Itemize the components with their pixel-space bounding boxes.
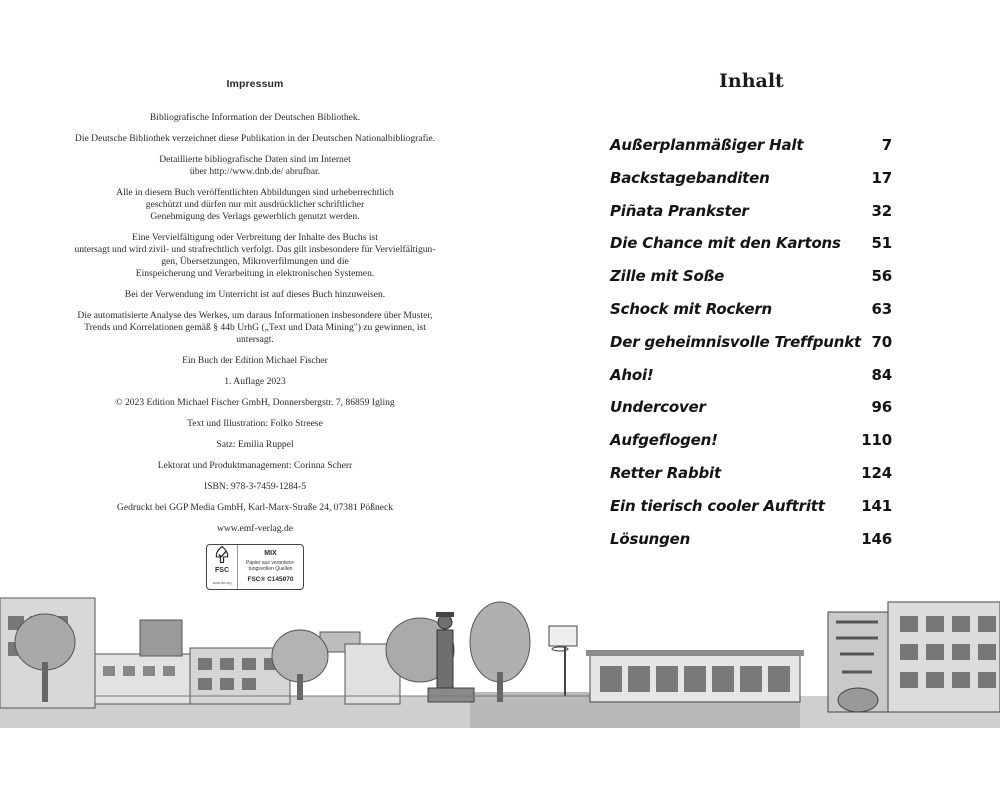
- toc-title: Inhalt: [719, 70, 784, 92]
- imprint-paragraph: Bei der Verwendung im Unterricht ist auf dieses Buch hinzuweisen.: [124, 289, 386, 300]
- imprint-paragraph: Die automatisierte Analyse des Werkes, um daraus Informationen insbesondere über Muster, Trends und Korrelationen gemäß § 44b UrhG („Text und Data Mining") zu gewinnen, ist untersagt.: [77, 310, 433, 345]
- toc-entry-title: Aufgeflogen!: [610, 431, 718, 450]
- toc-entry-page: 56: [871, 267, 892, 286]
- toc-entry-title: Außerplanmäßiger Halt: [610, 136, 804, 154]
- toc-entry-title: Zille mit Soße: [610, 267, 725, 286]
- fsc-mix: MIX: [264, 550, 277, 557]
- toc-entry-page: 110: [861, 431, 892, 450]
- imprint-paragraph: © 2023 Edition Michael Fischer GmbH, Donnersbergstr. 7, 86859 Igling: [115, 397, 395, 408]
- toc-entry-page: 124: [861, 463, 892, 482]
- toc-entry-title: Piñata Prankster: [610, 201, 749, 220]
- toc-entry-page: 96: [871, 398, 892, 417]
- table-of-contents: [610, 136, 892, 562]
- imprint-paragraph: Ein Buch der Edition Michael Fischer: [182, 355, 328, 366]
- toc-entry-page: 84: [871, 365, 892, 384]
- toc-entry: [610, 398, 892, 431]
- imprint-paragraph: Die Deutsche Bibliothek verzeichnet diese Publikation in der Deutschen Nationalbibliografie.: [74, 133, 436, 144]
- fsc-code: FSC® C145070: [247, 576, 294, 583]
- toc-entry-title: Schock mit Rockern: [610, 299, 773, 318]
- fsc-tree-check-icon: [211, 545, 233, 564]
- imprint-paragraph: Alle in diesem Buch veröffentlichten Abbildungen sind urheberrechtlich geschützt und dürfen nur mit ausdrücklicher schriftlicher Genehmigung des Verlags gewerblich genutzt werden.: [116, 187, 394, 222]
- toc-entry: [610, 366, 892, 399]
- toc-entry: [610, 136, 892, 169]
- imprint-paragraph: Eine Vervielfältigung oder Verbreitung der Inhalte des Buchs ist untersagt und wird zivil- und strafrechtlich verfolgt. Das gilt insbesondere für Vervielfältigun- gen, Übersetzungen, Mikroverfilmungen und die Einspeicherung und Verarbeitung in elektronischen Systemen.: [74, 232, 436, 279]
- toc-entry-page: 17: [871, 168, 892, 187]
- imprint-paragraph: Bibliografische Information der Deutschen Bibliothek.: [149, 112, 361, 123]
- imprint-paragraph: Text und Illustration: Folko Streese: [187, 418, 323, 429]
- toc-entry: [610, 234, 892, 267]
- toc-entry: [610, 497, 892, 530]
- toc-entry-title: Undercover: [610, 398, 706, 417]
- imprint-body: [45, 112, 465, 535]
- toc-entry-page: 63: [871, 299, 892, 318]
- toc-entry: [610, 169, 892, 202]
- imprint-paragraph: Lektorat und Produktmanagement: Corinna Scherr: [157, 460, 353, 471]
- toc-entry-title: Lösungen: [610, 529, 691, 548]
- toc-entry: [610, 300, 892, 333]
- toc-entry: [610, 464, 892, 497]
- toc-entry-title: Ahoi!: [610, 365, 654, 384]
- toc-entry-title: Backstagebanditen: [610, 168, 770, 187]
- toc-entry: [610, 202, 892, 235]
- imprint-paragraph: Gedruckt bei GGP Media GmbH, Karl-Marx-Straße 24, 07381 Pößneck: [116, 502, 394, 513]
- toc-entry-page: 141: [861, 496, 892, 515]
- fsc-text: [238, 545, 303, 589]
- toc-entry: [610, 267, 892, 300]
- fsc-url: www.fsc.org: [212, 581, 232, 585]
- imprint-title: Impressum: [226, 78, 284, 90]
- toc-entry-page: 32: [871, 201, 892, 220]
- imprint-paragraph: Satz: Emilia Ruppel: [216, 439, 294, 450]
- toc-entry-page: 146: [861, 529, 892, 548]
- toc-entry-title: Retter Rabbit: [610, 463, 721, 482]
- fsc-source: Papier aus verantwor- tungsvollen Quellen: [246, 560, 295, 572]
- toc-entry-page: 51: [871, 234, 892, 253]
- toc-entry: [610, 333, 892, 366]
- fsc-label: [206, 544, 304, 590]
- toc-entry-title: Die Chance mit den Kartons: [610, 234, 841, 253]
- imprint-paragraph: 1. Auflage 2023: [224, 376, 286, 387]
- imprint-paragraph: Detaillierte bibliografische Daten sind im Internet über http://www.dnb.de/ abrufbar.: [159, 154, 351, 177]
- toc-entry-page: 70: [871, 332, 892, 351]
- fsc-abbr: FSC: [215, 567, 229, 574]
- schoolyard-street-scene-illustration: [0, 592, 1000, 728]
- imprint-paragraph: ISBN: 978-3-7459-1284-5: [203, 481, 307, 492]
- toc-entry: [610, 530, 892, 563]
- toc-entry-page: 7: [881, 136, 892, 154]
- toc-entry-title: Der geheimnisvolle Treffpunkt: [610, 332, 861, 351]
- imprint-paragraph: www.emf-verlag.de: [216, 523, 294, 534]
- imprint-page: [45, 74, 465, 590]
- toc-entry: [610, 431, 892, 464]
- fsc-logo: [207, 545, 238, 589]
- toc-entry-title: Ein tierisch cooler Auftritt: [610, 496, 825, 515]
